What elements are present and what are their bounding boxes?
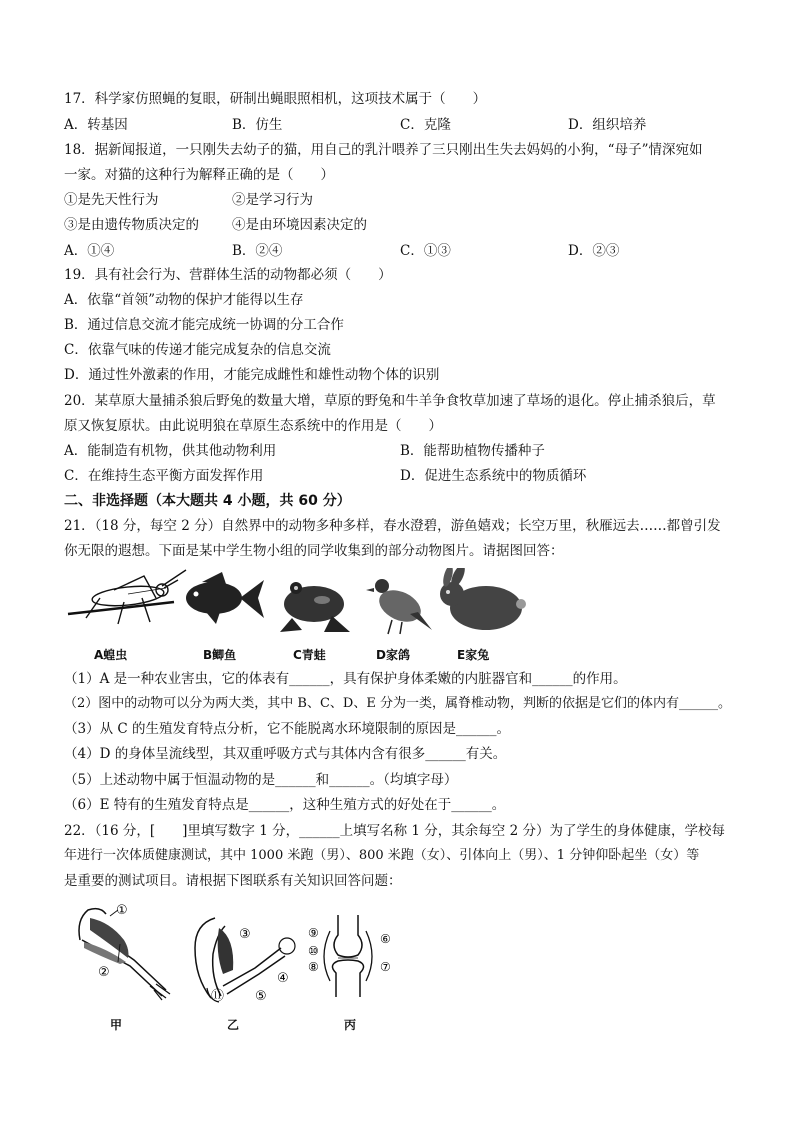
figure-jia — [70, 900, 180, 1005]
marker-5: ⑤ — [255, 989, 267, 1004]
q17-option-c: C．克隆 — [400, 117, 451, 133]
q20-option-a: A．能制造有机物，供其他动物利用 — [64, 443, 277, 459]
rabbit-illustration — [440, 568, 526, 630]
q17-option-a: A．转基因 — [64, 117, 128, 133]
figure-bing — [308, 915, 398, 1005]
figure-label-yi: 乙 — [227, 1018, 240, 1032]
q21-stem-line2: 你无限的遐想。下面是某中学生物小组的同学收集到的部分动物图片。请据图回答： — [64, 543, 564, 559]
q18-option-c: C．①③ — [400, 243, 451, 259]
figure-label-jia: 甲 — [110, 1018, 123, 1032]
fish-illustration — [186, 572, 264, 624]
animal-label-b: B鲫鱼 — [203, 648, 237, 662]
q21-stem-line1: 21．（18 分，每空 2 分）自然界中的动物多种多样，春水澄碧，游鱼嬉戏；长空万里，秋雁远去……都曾引发 — [64, 518, 721, 534]
q22-stem-line2: 年进行一次体质健康测试，其中 1000 米跑（男）、800 米跑（女）、引体向上（男）、1 分钟仰卧起坐（女）等 — [64, 848, 700, 863]
q19-option-b: B．通过信息交流才能完成统一协调的分工合作 — [64, 317, 344, 333]
marker-2: ② — [98, 965, 110, 980]
q18-option-b: B．②④ — [232, 243, 283, 259]
q21-sub-6: （6）E 特有的生殖发育特点是______，这种生殖方式的好处在于______。 — [64, 797, 506, 813]
marker-7: ⑦ — [380, 960, 391, 974]
q17-stem: 17．科学家仿照蝇的复眼，研制出蝇眼照相机，这项技术属于（ ） — [64, 91, 487, 107]
q20-option-b: B．能帮助植物传播种子 — [400, 443, 545, 459]
q18-statement-4: ④是由环境因素决定的 — [232, 217, 367, 233]
q19-option-a: A．依靠“首领”动物的保护才能得以生存 — [64, 292, 304, 308]
marker-9: ⑨ — [308, 926, 319, 940]
q21-sub-5: （5）上述动物中属于恒温动物的是______和______。（均填字母） — [64, 772, 458, 788]
animal-label-c: C青蛙 — [293, 648, 326, 662]
marker-3: ③ — [239, 927, 251, 942]
pigeon-illustration — [366, 579, 432, 634]
animal-pictures — [66, 568, 536, 640]
q21-sub-1: （1）A 是一种农业害虫，它的体表有______，具有保护身体柔嫩的内脏器官和______的作用。 — [64, 671, 627, 687]
q20-option-d: D．促进生态系统中的物质循环 — [400, 468, 587, 484]
grasshopper-illustration — [68, 570, 186, 624]
q22-stem-line3: 是重要的测试项目。请根据下图联系有关知识回答问题： — [64, 873, 402, 889]
frog-illustration — [280, 582, 350, 632]
animal-label-a: A蝗虫 — [94, 648, 128, 662]
q21-sub-4: （4）D 的身体呈流线型，其双重呼吸方式与其体内含有很多______有关。 — [64, 746, 507, 762]
marker-4: ④ — [277, 971, 289, 986]
q17-option-d: D．组织培养 — [568, 117, 647, 133]
marker-1: ① — [116, 903, 128, 918]
q18-option-d: D．②③ — [568, 243, 620, 259]
q21-sub-3: （3）从 C 的生殖发育特点分析，它不能脱离水环境限制的原因是______。 — [64, 721, 511, 737]
q18-stem-line2: 一家。对猫的这种行为解释正确的是（ ） — [64, 167, 334, 183]
q18-stem-line1: 18．据新闻报道，一只刚失去幼子的猫，用自己的乳汁喂养了三只刚出生失去妈妈的小狗，“母子”情深宛如 — [64, 142, 703, 158]
marker-6: ⑥ — [380, 932, 391, 946]
q19-option-d: D．通过性外激素的作用，才能完成雌性和雄性动物个体的识别 — [64, 367, 440, 383]
figure-yi — [185, 908, 305, 1008]
q20-stem-line2: 原又恢复原状。由此说明狼在草原生态系统中的作用是（ ） — [64, 418, 442, 434]
q18-statement-2: ②是学习行为 — [232, 192, 313, 208]
q22-stem-line1: 22．（16 分，[ ]里填写数字 1 分，______上填写名称 1 分，其余每空 2 分）为了学生的身体健康，学校每 — [64, 823, 725, 839]
animal-label-d: D家鸽 — [376, 648, 410, 662]
q18-statement-1: ①是先天性行为 — [64, 192, 159, 208]
q19-stem: 19．具有社会行为、营群体生活的动物都必须（ ） — [64, 267, 392, 283]
marker-8: ⑧ — [308, 960, 319, 974]
q17-option-b: B．仿生 — [232, 117, 283, 133]
q20-stem-line1: 20．某草原大量捕杀狼后野兔的数量大增，草原的野兔和牛羊争食牧草加速了草场的退化。停止捕杀狼后，草 — [64, 393, 716, 409]
q20-option-c: C．在维持生态平衡方面发挥作用 — [64, 468, 264, 484]
q18-statement-3: ③是由遗传物质决定的 — [64, 217, 199, 233]
q19-option-c: C．依靠气味的传递才能完成复杂的信息交流 — [64, 342, 331, 358]
animal-label-e: E家兔 — [457, 648, 490, 662]
marker-11: ⑪ — [211, 989, 225, 1004]
q21-sub-2: （2）图中的动物可以分为两大类，其中 B、C、D、E 分为一类，属脊椎动物，判断的依据是它们的体内有______。 — [64, 696, 731, 711]
q18-option-a: A．①④ — [64, 243, 115, 259]
marker-10: ⑩ — [308, 944, 319, 958]
figure-label-bing: 丙 — [344, 1018, 357, 1032]
section-heading: 二、非选择题（本大题共 4 小题，共 60 分） — [64, 493, 351, 509]
